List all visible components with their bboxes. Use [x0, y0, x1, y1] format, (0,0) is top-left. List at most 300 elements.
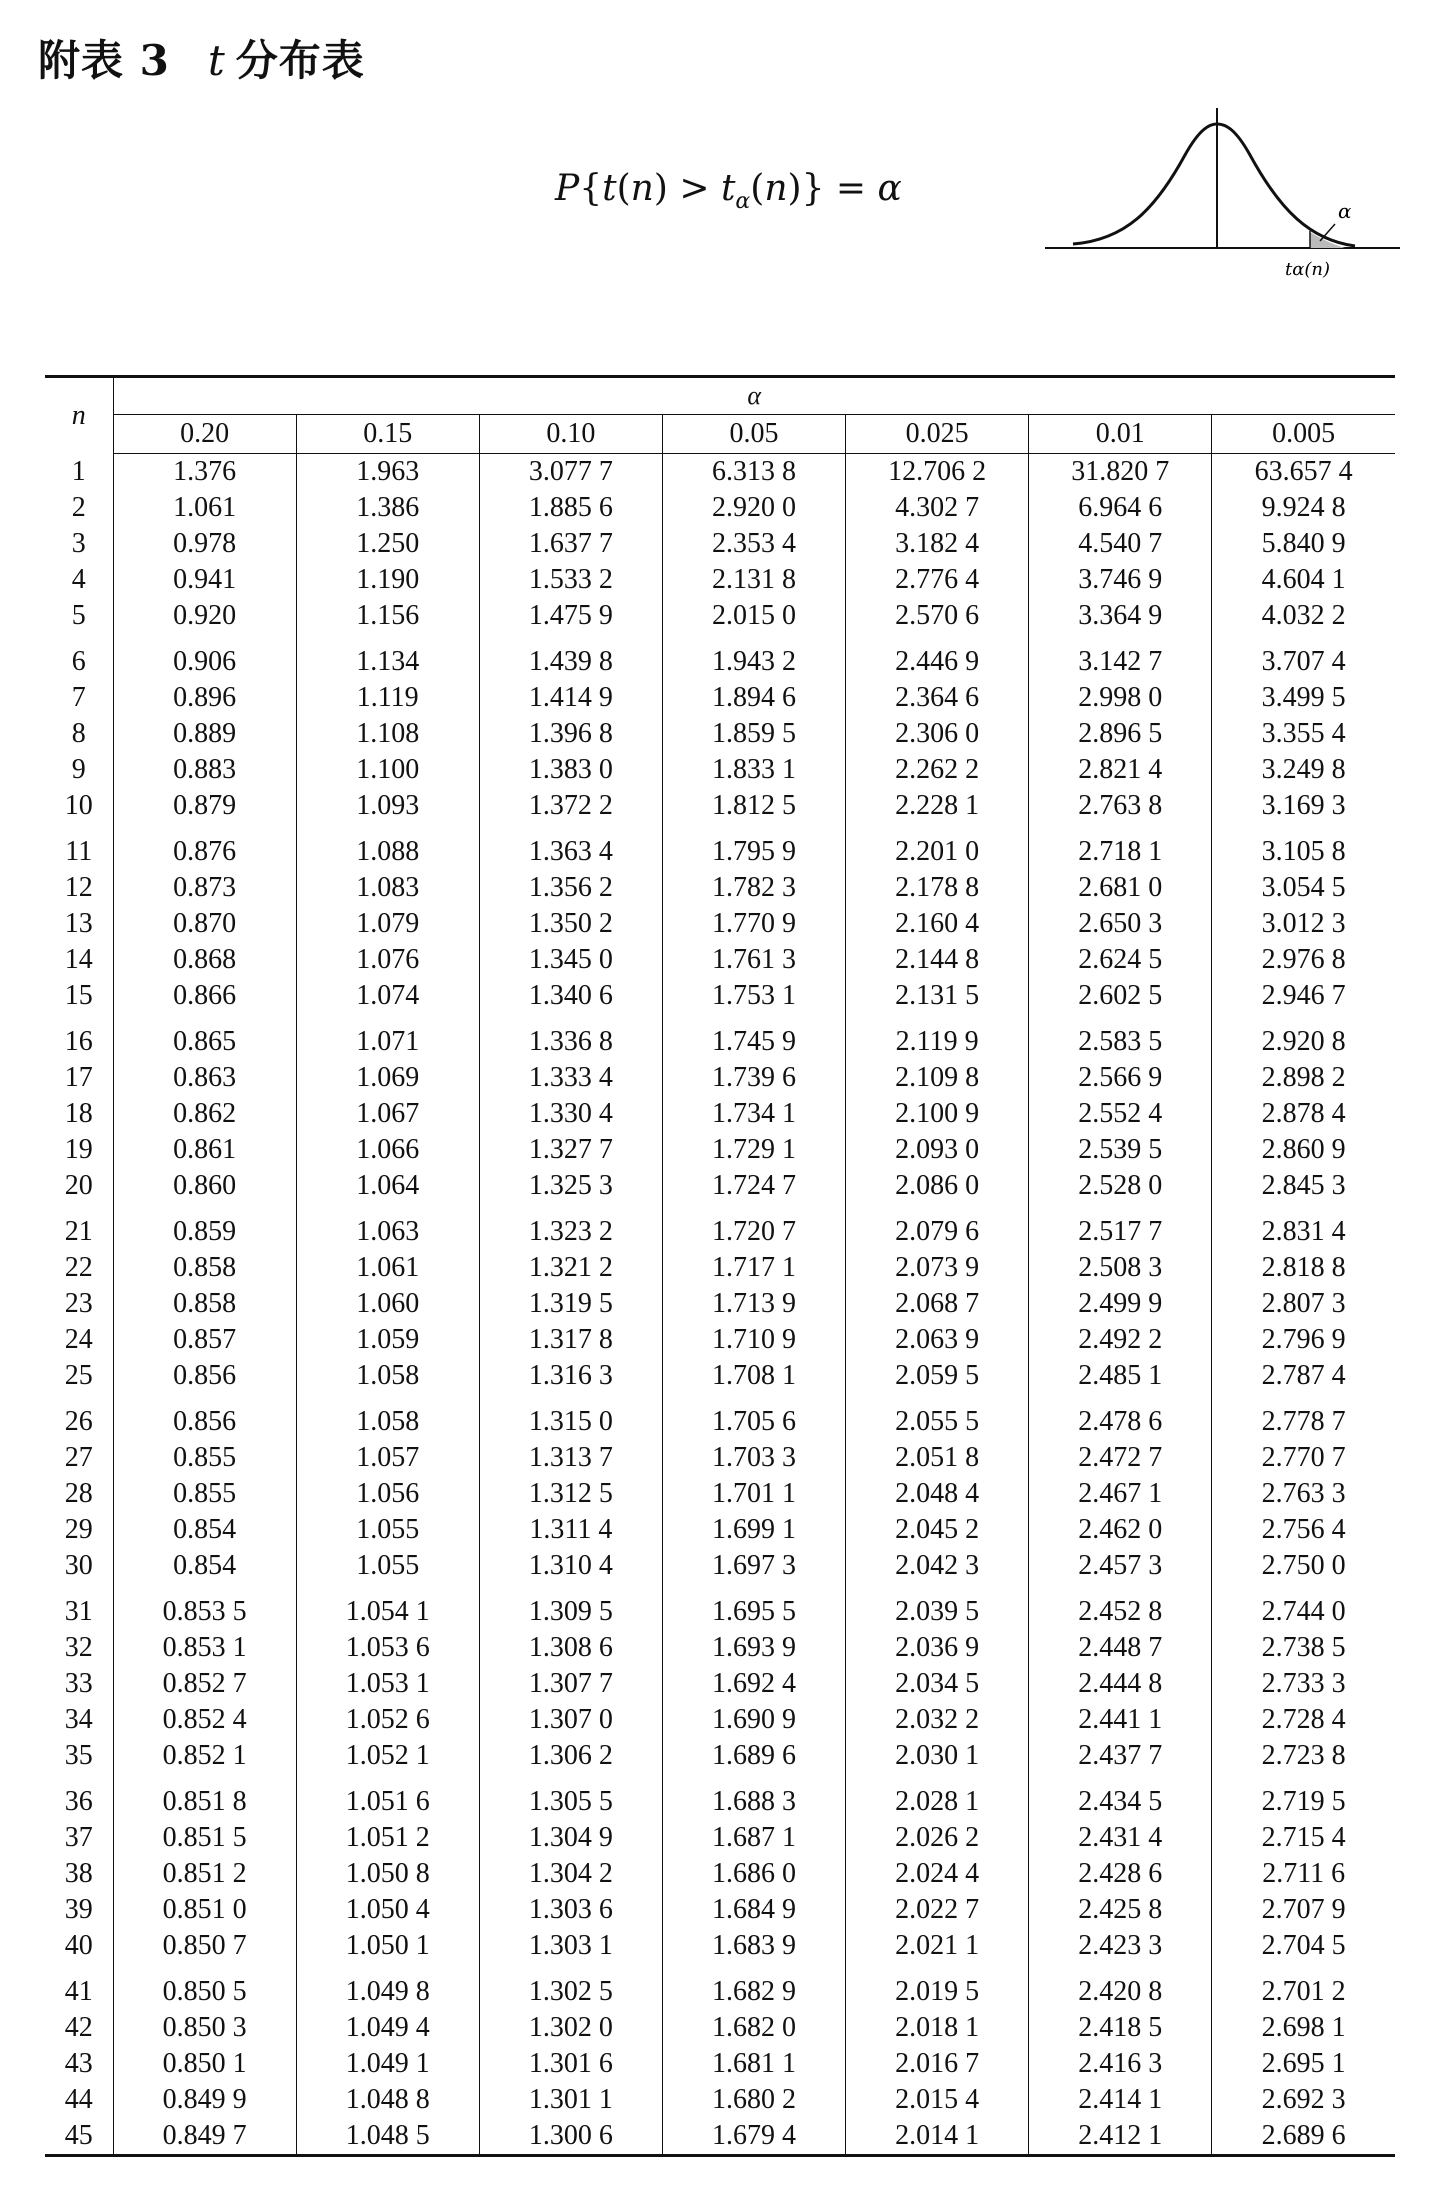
- critical-value-cell: 0.854: [113, 1512, 296, 1548]
- critical-value-cell: 1.340 6: [479, 978, 662, 1014]
- critical-value-cell: 1.475 9: [479, 598, 662, 634]
- critical-value-cell: 2.552 4: [1029, 1096, 1212, 1132]
- critical-value-cell: 0.857: [113, 1322, 296, 1358]
- critical-value-cell: 1.302 5: [479, 1964, 662, 2010]
- critical-value-cell: 2.028 1: [846, 1774, 1029, 1820]
- critical-value-cell: 2.416 3: [1029, 2046, 1212, 2082]
- row-n-cell: 37: [64, 1822, 93, 1853]
- row-n-cell: 21: [64, 1216, 93, 1247]
- critical-value-cell: 2.024 4: [846, 1856, 1029, 1892]
- critical-value-cell: 0.850 1: [113, 2046, 296, 2082]
- critical-value-cell: 1.315 0: [479, 1394, 662, 1440]
- critical-value-cell: 2.068 7: [846, 1286, 1029, 1322]
- critical-value-cell: 1.304 9: [479, 1820, 662, 1856]
- critical-value-cell: 2.048 4: [846, 1476, 1029, 1512]
- table-body: [45, 454, 1395, 2156]
- critical-value-cell: 0.859: [113, 1204, 296, 1250]
- critical-value-cell: 1.336 8: [479, 1014, 662, 1060]
- row-n-cell: 17: [64, 1062, 93, 1093]
- critical-value-cell: 1.156: [296, 598, 479, 634]
- critical-value-cell: 2.452 8: [1029, 1584, 1212, 1630]
- table-row: [45, 1476, 1395, 1512]
- critical-value-cell: 1.682 0: [662, 2010, 845, 2046]
- critical-value-cell: 1.372 2: [479, 788, 662, 824]
- critical-value-cell: 3.707 4: [1212, 634, 1395, 680]
- critical-value-cell: 1.812 5: [662, 788, 845, 824]
- critical-value-cell: 1.134: [296, 634, 479, 680]
- critical-value-cell: 3.499 5: [1212, 680, 1395, 716]
- critical-value-cell: 2.086 0: [846, 1168, 1029, 1204]
- row-n-cell: 15: [64, 980, 93, 1011]
- row-n-cell: 33: [64, 1668, 93, 1699]
- critical-value-cell: 2.353 4: [662, 526, 845, 562]
- critical-value-cell: 0.868: [113, 942, 296, 978]
- critical-value-cell: 1.684 9: [662, 1892, 845, 1928]
- table-row: [45, 978, 1395, 1014]
- critical-value-cell: 2.434 5: [1029, 1774, 1212, 1820]
- critical-value-cell: 1.396 8: [479, 716, 662, 752]
- table-row: [45, 1168, 1395, 1204]
- critical-value-cell: 1.054 1: [296, 1584, 479, 1630]
- critical-value-cell: 2.499 9: [1029, 1286, 1212, 1322]
- critical-value-cell: 1.312 5: [479, 1476, 662, 1512]
- table-row: [45, 598, 1395, 634]
- critical-value-cell: 1.301 1: [479, 2082, 662, 2118]
- critical-value-cell: 1.305 5: [479, 1774, 662, 1820]
- critical-value-cell: 1.321 2: [479, 1250, 662, 1286]
- formula-paren: (: [616, 168, 631, 209]
- row-n-cell: 28: [64, 1478, 93, 1509]
- critical-value-cell: 1.713 9: [662, 1286, 845, 1322]
- critical-value-cell: 2.364 6: [846, 680, 1029, 716]
- critical-value-cell: 2.778 7: [1212, 1394, 1395, 1440]
- critical-value-cell: 2.412 1: [1029, 2118, 1212, 2156]
- critical-value-cell: 1.302 0: [479, 2010, 662, 2046]
- row-n-cell: 5: [71, 600, 86, 631]
- critical-value-cell: 1.734 1: [662, 1096, 845, 1132]
- critical-value-cell: 1.637 7: [479, 526, 662, 562]
- critical-value-cell: 2.492 2: [1029, 1322, 1212, 1358]
- critical-value-cell: 0.978: [113, 526, 296, 562]
- critical-value-cell: 1.679 4: [662, 2118, 845, 2156]
- critical-value-cell: 1.894 6: [662, 680, 845, 716]
- critical-value-cell: 2.178 8: [846, 870, 1029, 906]
- table-row: [45, 526, 1395, 562]
- critical-value-cell: 0.873: [113, 870, 296, 906]
- critical-value-cell: 1.049 1: [296, 2046, 479, 2082]
- critical-value-cell: 2.692 3: [1212, 2082, 1395, 2118]
- critical-value-cell: 2.787 4: [1212, 1358, 1395, 1394]
- critical-value-cell: 1.330 4: [479, 1096, 662, 1132]
- table-row: [45, 2046, 1395, 2082]
- critical-value-cell: 2.733 3: [1212, 1666, 1395, 1702]
- row-n-cell: 24: [64, 1324, 93, 1355]
- formula-paren2-close: ): [787, 168, 802, 209]
- critical-value-cell: 2.818 8: [1212, 1250, 1395, 1286]
- critical-value-cell: 1.963: [296, 454, 479, 491]
- critical-value-cell: 2.763 8: [1029, 788, 1212, 824]
- critical-value-cell: 1.050 8: [296, 1856, 479, 1892]
- critical-value-cell: 3.182 4: [846, 526, 1029, 562]
- critical-value-cell: 2.946 7: [1212, 978, 1395, 1014]
- critical-value-cell: 1.323 2: [479, 1204, 662, 1250]
- critical-value-cell: 2.478 6: [1029, 1394, 1212, 1440]
- critical-value-cell: 1.350 2: [479, 906, 662, 942]
- critical-value-cell: 0.858: [113, 1286, 296, 1322]
- critical-value-cell: 2.860 9: [1212, 1132, 1395, 1168]
- title-prefix: 附表 3: [38, 36, 170, 85]
- critical-value-cell: 1.681 1: [662, 2046, 845, 2082]
- critical-value-cell: 1.325 3: [479, 1168, 662, 1204]
- critical-value-cell: 2.715 4: [1212, 1820, 1395, 1856]
- critical-value-cell: 1.692 4: [662, 1666, 845, 1702]
- table-row: [45, 824, 1395, 870]
- table-row: [45, 1096, 1395, 1132]
- critical-value-cell: 2.711 6: [1212, 1856, 1395, 1892]
- critical-value-cell: 1.053 6: [296, 1630, 479, 1666]
- critical-value-cell: 2.738 5: [1212, 1630, 1395, 1666]
- critical-value-cell: 2.796 9: [1212, 1322, 1395, 1358]
- row-n-cell: 35: [64, 1740, 93, 1771]
- critical-value-cell: 3.169 3: [1212, 788, 1395, 824]
- critical-value-cell: 2.063 9: [846, 1322, 1029, 1358]
- row-n-cell: 18: [64, 1098, 93, 1129]
- alpha-value-header: 0.15: [296, 415, 479, 454]
- row-n-cell: 10: [64, 790, 93, 821]
- alpha-value-header: 0.01: [1029, 415, 1212, 454]
- formula-eq: =: [824, 168, 878, 209]
- critical-value-cell: 1.439 8: [479, 634, 662, 680]
- critical-value-cell: 2.201 0: [846, 824, 1029, 870]
- table-row: [45, 634, 1395, 680]
- critical-value-cell: 1.363 4: [479, 824, 662, 870]
- critical-value-cell: 0.850 5: [113, 1964, 296, 2010]
- critical-value-cell: 1.859 5: [662, 716, 845, 752]
- critical-value-cell: 2.821 4: [1029, 752, 1212, 788]
- critical-value-cell: 1.690 9: [662, 1702, 845, 1738]
- critical-value-cell: 2.704 5: [1212, 1928, 1395, 1964]
- critical-value-cell: 2.022 7: [846, 1892, 1029, 1928]
- critical-value-cell: 2.998 0: [1029, 680, 1212, 716]
- critical-value-cell: 0.883: [113, 752, 296, 788]
- critical-value-cell: 1.050 1: [296, 1928, 479, 1964]
- critical-value-cell: 1.061: [296, 1250, 479, 1286]
- critical-value-cell: 2.039 5: [846, 1584, 1029, 1630]
- critical-value-cell: 2.566 9: [1029, 1060, 1212, 1096]
- critical-value-cell: 0.851 8: [113, 1774, 296, 1820]
- critical-value-cell: 0.855: [113, 1476, 296, 1512]
- critical-value-cell: 1.063: [296, 1204, 479, 1250]
- row-n-cell: 39: [64, 1894, 93, 1925]
- critical-value-cell: 0.849 7: [113, 2118, 296, 2156]
- critical-value-cell: 1.729 1: [662, 1132, 845, 1168]
- critical-value-cell: 1.308 6: [479, 1630, 662, 1666]
- critical-value-cell: 1.833 1: [662, 752, 845, 788]
- critical-value-cell: 1.693 9: [662, 1630, 845, 1666]
- row-n-cell: 40: [64, 1930, 93, 1961]
- critical-value-cell: 1.701 1: [662, 1476, 845, 1512]
- critical-value-cell: 1.687 1: [662, 1820, 845, 1856]
- critical-value-cell: 2.695 1: [1212, 2046, 1395, 2082]
- critical-value-cell: 2.014 1: [846, 2118, 1029, 2156]
- critical-value-cell: 2.262 2: [846, 752, 1029, 788]
- critical-value-cell: 0.889: [113, 716, 296, 752]
- critical-value-cell: 2.015 4: [846, 2082, 1029, 2118]
- critical-value-cell: 1.301 6: [479, 2046, 662, 2082]
- critical-value-cell: 2.418 5: [1029, 2010, 1212, 2046]
- table-row: [45, 1964, 1395, 2010]
- n-column-header: n: [45, 377, 113, 454]
- critical-value-cell: 2.845 3: [1212, 1168, 1395, 1204]
- row-n-cell: 11: [65, 836, 93, 867]
- critical-value-cell: 0.876: [113, 824, 296, 870]
- table-row: [45, 1584, 1395, 1630]
- critical-value-cell: 0.850 3: [113, 2010, 296, 2046]
- row-n-cell: 43: [64, 2048, 93, 2079]
- critical-value-cell: 0.866: [113, 978, 296, 1014]
- critical-value-cell: 2.437 7: [1029, 1738, 1212, 1774]
- critical-value-cell: 0.920: [113, 598, 296, 634]
- table-row: [45, 1132, 1395, 1168]
- critical-value-cell: 1.761 3: [662, 942, 845, 978]
- critical-value-cell: 0.879: [113, 788, 296, 824]
- critical-value-cell: 2.032 2: [846, 1702, 1029, 1738]
- critical-value-cell: 2.583 5: [1029, 1014, 1212, 1060]
- critical-value-cell: 1.058: [296, 1358, 479, 1394]
- table-row: [45, 1440, 1395, 1476]
- row-n-cell: 14: [64, 944, 93, 975]
- critical-value-cell: 3.249 8: [1212, 752, 1395, 788]
- table-row: [45, 1666, 1395, 1702]
- critical-value-cell: 2.131 5: [846, 978, 1029, 1014]
- row-n-cell: 41: [64, 1976, 93, 2007]
- critical-value-cell: 1.056: [296, 1476, 479, 1512]
- quantile-label: tα(n): [1285, 259, 1331, 280]
- critical-value-cell: 1.108: [296, 716, 479, 752]
- critical-value-cell: 1.307 7: [479, 1666, 662, 1702]
- formula-t: t: [602, 168, 617, 209]
- critical-value-cell: 2.119 9: [846, 1014, 1029, 1060]
- row-n-cell: 44: [64, 2084, 93, 2115]
- critical-value-cell: 0.852 1: [113, 1738, 296, 1774]
- table-row: [45, 1856, 1395, 1892]
- critical-value-cell: 1.100: [296, 752, 479, 788]
- critical-value-cell: 0.856: [113, 1358, 296, 1394]
- critical-value-cell: 2.026 2: [846, 1820, 1029, 1856]
- critical-value-cell: 2.681 0: [1029, 870, 1212, 906]
- critical-value-cell: 2.428 6: [1029, 1856, 1212, 1892]
- critical-value-cell: 5.840 9: [1212, 526, 1395, 562]
- critical-value-cell: 1.076: [296, 942, 479, 978]
- table-row: [45, 562, 1395, 598]
- critical-value-cell: 3.012 3: [1212, 906, 1395, 942]
- table-row: [45, 1820, 1395, 1856]
- critical-value-cell: 2.831 4: [1212, 1204, 1395, 1250]
- table-row: [45, 1204, 1395, 1250]
- critical-value-cell: 2.807 3: [1212, 1286, 1395, 1322]
- critical-value-cell: 2.508 3: [1029, 1250, 1212, 1286]
- critical-value-cell: 2.624 5: [1029, 942, 1212, 978]
- critical-value-cell: 2.109 8: [846, 1060, 1029, 1096]
- table-row: [45, 1702, 1395, 1738]
- critical-value-cell: 0.852 4: [113, 1702, 296, 1738]
- alpha-values-header-row: [45, 415, 1395, 454]
- critical-value-cell: 0.906: [113, 634, 296, 680]
- critical-value-cell: 1.383 0: [479, 752, 662, 788]
- formula-p: P: [555, 168, 580, 209]
- critical-value-cell: 0.853 1: [113, 1630, 296, 1666]
- critical-value-cell: 1.303 6: [479, 1892, 662, 1928]
- t-distribution-curve-diagram: [1045, 100, 1405, 290]
- critical-value-cell: 3.355 4: [1212, 716, 1395, 752]
- critical-value-cell: 1.304 2: [479, 1856, 662, 1892]
- critical-value-cell: 1.093: [296, 788, 479, 824]
- critical-value-cell: 1.250: [296, 526, 479, 562]
- table-row: [45, 1394, 1395, 1440]
- critical-value-cell: 2.750 0: [1212, 1548, 1395, 1584]
- critical-value-cell: 2.472 7: [1029, 1440, 1212, 1476]
- critical-value-cell: 1.689 6: [662, 1738, 845, 1774]
- critical-value-cell: 6.964 6: [1029, 490, 1212, 526]
- critical-value-cell: 1.770 9: [662, 906, 845, 942]
- probability-formula: [555, 168, 902, 214]
- critical-value-cell: 2.920 8: [1212, 1014, 1395, 1060]
- table-row: [45, 1358, 1395, 1394]
- critical-value-cell: 6.313 8: [662, 454, 845, 491]
- critical-value-cell: 1.049 8: [296, 1964, 479, 2010]
- critical-value-cell: 2.707 9: [1212, 1892, 1395, 1928]
- table-row: [45, 1548, 1395, 1584]
- critical-value-cell: 3.746 9: [1029, 562, 1212, 598]
- critical-value-cell: 1.720 7: [662, 1204, 845, 1250]
- critical-value-cell: 2.570 6: [846, 598, 1029, 634]
- title-suffix: 分布表: [235, 36, 365, 85]
- row-n-cell: 30: [64, 1550, 93, 1581]
- critical-value-cell: 1.067: [296, 1096, 479, 1132]
- table-row: [45, 1512, 1395, 1548]
- critical-value-cell: 4.604 1: [1212, 562, 1395, 598]
- critical-value-cell: 1.316 3: [479, 1358, 662, 1394]
- critical-value-cell: 2.018 1: [846, 2010, 1029, 2046]
- table-row: [45, 716, 1395, 752]
- row-n-cell: 12: [64, 872, 93, 903]
- table-row: [45, 1322, 1395, 1358]
- table-row: [45, 1738, 1395, 1774]
- critical-value-cell: 1.682 9: [662, 1964, 845, 2010]
- critical-value-cell: 0.862: [113, 1096, 296, 1132]
- critical-value-cell: 2.306 0: [846, 716, 1029, 752]
- critical-value-cell: 2.015 0: [662, 598, 845, 634]
- table-row: [45, 788, 1395, 824]
- critical-value-cell: 2.457 3: [1029, 1548, 1212, 1584]
- critical-value-cell: 1.119: [296, 680, 479, 716]
- table-row: [45, 454, 1395, 491]
- critical-value-cell: 0.861: [113, 1132, 296, 1168]
- table-row: [45, 490, 1395, 526]
- critical-value-cell: 0.852 7: [113, 1666, 296, 1702]
- critical-value-cell: 2.602 5: [1029, 978, 1212, 1014]
- critical-value-cell: 0.851 2: [113, 1856, 296, 1892]
- table-row: [45, 2010, 1395, 2046]
- critical-value-cell: 2.042 3: [846, 1548, 1029, 1584]
- row-n-cell: 27: [64, 1442, 93, 1473]
- critical-value-cell: 1.310 4: [479, 1548, 662, 1584]
- critical-value-cell: 1.717 1: [662, 1250, 845, 1286]
- critical-value-cell: 0.941: [113, 562, 296, 598]
- critical-value-cell: 2.763 3: [1212, 1476, 1395, 1512]
- critical-value-cell: 0.853 5: [113, 1584, 296, 1630]
- critical-value-cell: 1.795 9: [662, 824, 845, 870]
- row-n-cell: 13: [64, 908, 93, 939]
- table-row: [45, 680, 1395, 716]
- critical-value-cell: 2.770 7: [1212, 1440, 1395, 1476]
- critical-value-cell: 2.228 1: [846, 788, 1029, 824]
- critical-value-cell: 1.048 8: [296, 2082, 479, 2118]
- critical-value-cell: 2.160 4: [846, 906, 1029, 942]
- critical-value-cell: 2.073 9: [846, 1250, 1029, 1286]
- formula-n2: n: [764, 168, 788, 209]
- critical-value-cell: 2.728 4: [1212, 1702, 1395, 1738]
- critical-value-cell: 0.855: [113, 1440, 296, 1476]
- critical-value-cell: 0.854: [113, 1548, 296, 1584]
- critical-value-cell: 1.376: [113, 454, 296, 491]
- critical-value-cell: 1.319 5: [479, 1286, 662, 1322]
- row-n-cell: 4: [71, 564, 86, 595]
- critical-value-cell: 1.688 3: [662, 1774, 845, 1820]
- critical-value-cell: 0.863: [113, 1060, 296, 1096]
- critical-value-cell: 4.302 7: [846, 490, 1029, 526]
- critical-value-cell: 2.462 0: [1029, 1512, 1212, 1548]
- table-row: [45, 942, 1395, 978]
- formula-paren-close: ): [653, 168, 668, 209]
- critical-value-cell: 2.976 8: [1212, 942, 1395, 978]
- critical-value-cell: 1.356 2: [479, 870, 662, 906]
- table-row: [45, 1774, 1395, 1820]
- critical-value-cell: 1.050 4: [296, 1892, 479, 1928]
- row-n-cell: 45: [45, 2118, 113, 2156]
- table-row: [45, 1892, 1395, 1928]
- row-n-cell: 2: [71, 492, 86, 523]
- critical-value-cell: 0.850 7: [113, 1928, 296, 1964]
- table-row: [45, 906, 1395, 942]
- critical-value-cell: 1.710 9: [662, 1322, 845, 1358]
- critical-value-cell: 1.345 0: [479, 942, 662, 978]
- row-n-cell: 34: [64, 1704, 93, 1735]
- critical-value-cell: 1.307 0: [479, 1702, 662, 1738]
- table-row: [45, 1286, 1395, 1322]
- critical-value-cell: 1.313 7: [479, 1440, 662, 1476]
- critical-value-cell: 0.896: [113, 680, 296, 716]
- critical-value-cell: 2.539 5: [1029, 1132, 1212, 1168]
- critical-value-cell: 2.441 1: [1029, 1702, 1212, 1738]
- critical-value-cell: 1.051 2: [296, 1820, 479, 1856]
- critical-value-cell: 2.485 1: [1029, 1358, 1212, 1394]
- critical-value-cell: 3.077 7: [479, 454, 662, 491]
- critical-value-cell: 2.878 4: [1212, 1096, 1395, 1132]
- critical-value-cell: 0.860: [113, 1168, 296, 1204]
- alpha-value-header: 0.025: [846, 415, 1029, 454]
- critical-value-cell: 0.858: [113, 1250, 296, 1286]
- critical-value-cell: 1.683 9: [662, 1928, 845, 1964]
- row-n-cell: 20: [64, 1170, 93, 1201]
- critical-value-cell: 1.697 3: [662, 1548, 845, 1584]
- page-title: [38, 28, 365, 88]
- critical-value-cell: 1.533 2: [479, 562, 662, 598]
- row-n-cell: 1: [71, 455, 86, 487]
- critical-value-cell: 2.719 5: [1212, 1774, 1395, 1820]
- critical-value-cell: 2.144 8: [846, 942, 1029, 978]
- critical-value-cell: 1.060: [296, 1286, 479, 1322]
